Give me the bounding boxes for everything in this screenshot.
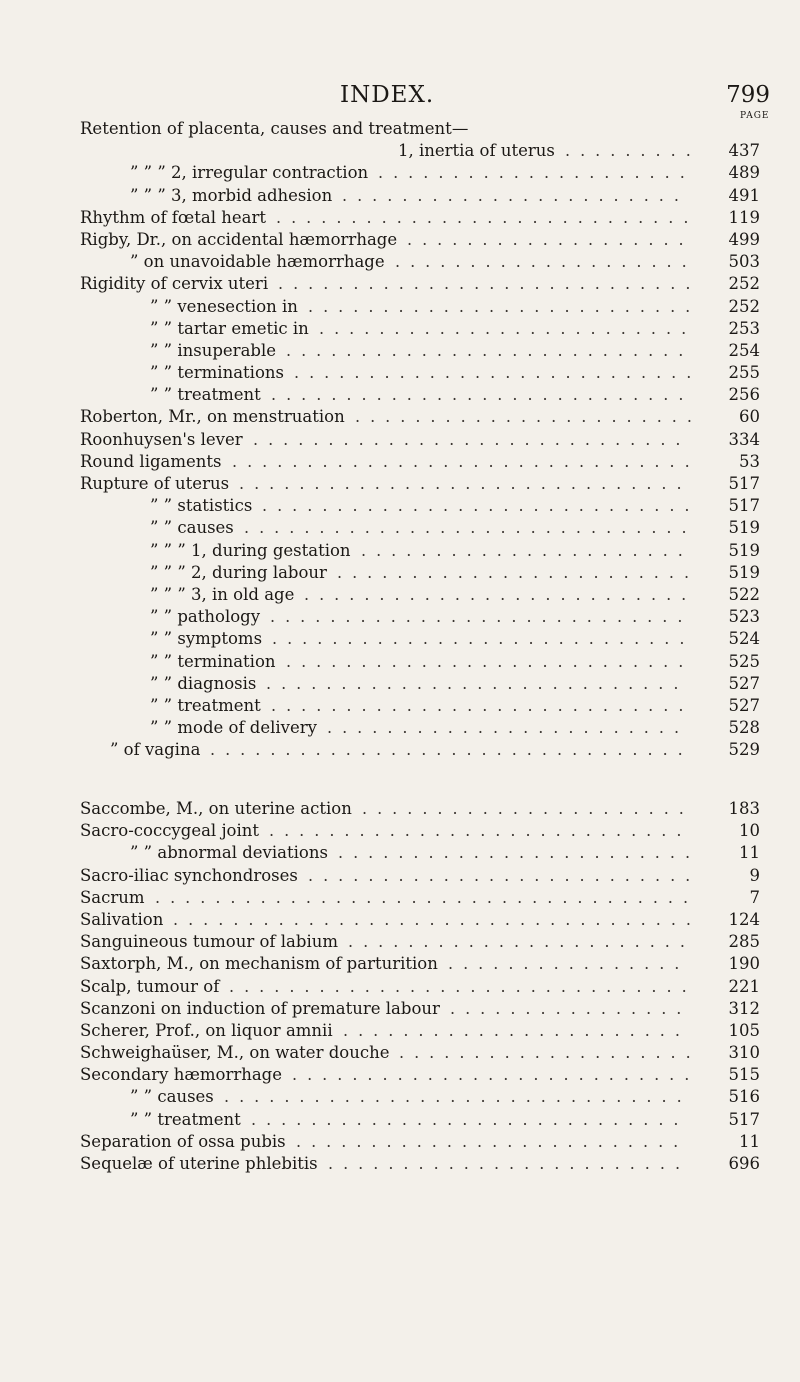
entry-page-number: 491 xyxy=(728,185,760,205)
entry-page-number: 499 xyxy=(728,229,760,249)
leader-dots: ............................ xyxy=(269,821,692,841)
entry-page-number: 221 xyxy=(728,976,760,996)
leader-dots: .......................... xyxy=(308,865,701,885)
entry-page-number: 7 xyxy=(749,887,760,907)
entry-label: ” on unavoidable hæmorrhage xyxy=(130,252,385,272)
leader-dots: .............................. xyxy=(244,518,697,538)
index-entry xyxy=(80,1131,770,1153)
index-entry xyxy=(80,887,770,909)
leader-dots: .......................... xyxy=(308,296,701,316)
index-entry xyxy=(80,1153,770,1175)
index-entry xyxy=(80,584,770,606)
entry-page-number: 253 xyxy=(728,318,760,338)
entry-label: ” ” terminations xyxy=(150,363,284,383)
index-entry xyxy=(80,340,770,362)
index-entry xyxy=(80,495,770,517)
entry-label: ” ” treatment xyxy=(130,1109,241,1129)
leader-dots: ........................... xyxy=(294,363,702,383)
index-entry xyxy=(80,362,770,384)
leader-dots: ............................... xyxy=(232,451,700,471)
entry-page-number: 528 xyxy=(728,718,760,738)
index-entry xyxy=(80,207,770,229)
entry-page-number: 53 xyxy=(739,451,760,471)
leader-dots: .............................. xyxy=(239,474,692,493)
entry-page-number: 252 xyxy=(728,274,760,294)
index-entry xyxy=(80,318,770,340)
leader-dots: ................... xyxy=(407,229,694,249)
entry-page-number: 527 xyxy=(728,695,760,715)
index-entry xyxy=(80,1020,770,1042)
index-entry xyxy=(80,185,770,207)
leader-dots: ......... xyxy=(565,141,701,161)
entry-page-number: 517 xyxy=(728,474,760,493)
leader-dots: ................ xyxy=(450,998,692,1018)
index-entry xyxy=(80,118,770,140)
index-entry xyxy=(80,273,770,295)
entry-label: Sacro-iliac synchondroses xyxy=(80,865,298,885)
entry-page-number: 503 xyxy=(728,252,760,272)
entry-label: ” ” pathology xyxy=(150,607,261,627)
entry-label: 1, inertia of uterus xyxy=(398,141,555,161)
entry-page-number: 519 xyxy=(728,562,760,582)
leader-dots: ....................... xyxy=(343,1020,690,1040)
index-entry xyxy=(80,429,770,451)
entry-label: ” ” treatment xyxy=(150,385,261,405)
leader-dots: ................ xyxy=(448,954,690,974)
index-entry xyxy=(80,820,770,842)
index-entry xyxy=(80,695,770,717)
entry-page-number: 515 xyxy=(728,1065,760,1085)
entry-label: ” of vagina xyxy=(110,740,201,760)
entry-label: Saxtorph, M., on mechanism of parturition xyxy=(80,954,438,974)
index-entry xyxy=(80,140,770,162)
entry-label: ” ” statistics xyxy=(150,496,253,516)
index-entry xyxy=(80,865,770,887)
page-header xyxy=(340,82,780,108)
entry-page-number: 254 xyxy=(728,340,760,360)
entry-page-number: 334 xyxy=(728,429,760,449)
index-entry xyxy=(80,1064,770,1086)
entry-page-number: 190 xyxy=(728,954,760,974)
index-entry xyxy=(80,1042,770,1064)
entry-page-number: 9 xyxy=(749,865,760,885)
entry-label: ” ” termination xyxy=(150,651,276,671)
index-entry xyxy=(80,1109,770,1131)
index-entry xyxy=(80,473,770,495)
index-entry xyxy=(80,517,770,539)
entry-label: ” ” tartar emetic in xyxy=(150,318,309,338)
entry-label: ” ” venesection in xyxy=(150,296,298,316)
entry-label: Secondary hæmorrhage xyxy=(80,1065,283,1085)
index-entry xyxy=(80,251,770,273)
entry-page-number: 255 xyxy=(728,363,760,383)
leader-dots: ........................... xyxy=(286,340,694,360)
entry-label: ” ” mode of delivery xyxy=(150,718,317,738)
entry-label: ” ” ” 3, in old age xyxy=(150,584,295,604)
index-entry xyxy=(80,842,770,864)
leader-dots: ............................... xyxy=(224,1087,692,1107)
entry-label: ” ” causes xyxy=(150,518,234,538)
index-entry xyxy=(80,540,770,562)
leader-dots: ....................... xyxy=(348,932,695,952)
entry-page-number: 11 xyxy=(739,843,760,863)
leader-dots: ....................... xyxy=(342,185,689,205)
index-entry xyxy=(80,384,770,406)
leader-dots: .......................... xyxy=(296,1131,689,1151)
entry-label: Separation of ossa pubis xyxy=(80,1131,286,1151)
index-entry xyxy=(80,651,770,673)
index-section-s xyxy=(80,798,770,1175)
entry-page-number: 523 xyxy=(728,607,760,627)
index-entry xyxy=(80,628,770,650)
entry-label: Rigidity of cervix uteri xyxy=(80,274,269,294)
entry-label: Sacro-coccygeal joint xyxy=(80,821,260,841)
entry-page-number: 256 xyxy=(728,385,760,405)
entry-label: Roberton, Mr., on menstruation xyxy=(80,407,345,427)
entry-page-number: 519 xyxy=(728,540,760,560)
index-entry xyxy=(80,931,770,953)
index-entry xyxy=(80,451,770,473)
index-entry xyxy=(80,976,770,998)
entry-label: Rupture of uterus xyxy=(80,474,230,493)
entry-label: Rhythm of fœtal heart xyxy=(80,207,266,227)
leader-dots: ................................... xyxy=(173,909,702,929)
index-section-r xyxy=(80,118,770,761)
index-entry xyxy=(80,798,770,820)
entry-page-number: 285 xyxy=(728,932,760,952)
entry-label: ” ” ” 2, irregular contraction xyxy=(130,163,369,183)
index-entry xyxy=(80,909,770,931)
entry-label: ” ” causes xyxy=(130,1087,214,1107)
entry-page-number: 527 xyxy=(728,673,760,693)
entry-label: Round ligaments xyxy=(80,451,222,471)
entry-label: ” ” diagnosis xyxy=(150,673,257,693)
index-entry xyxy=(80,296,770,318)
entry-label: Schweighaüser, M., on water douche xyxy=(80,1043,390,1063)
index-entry xyxy=(80,562,770,584)
entry-label: Sanguineous tumour of labium xyxy=(80,932,339,952)
leader-dots: ................................ xyxy=(210,740,693,760)
entry-page-number: 516 xyxy=(728,1087,760,1107)
leader-dots: ............................ xyxy=(272,629,695,649)
entry-label: ” ” treatment xyxy=(150,695,261,715)
leader-dots: ............................. xyxy=(253,429,691,449)
entry-page-number: 489 xyxy=(728,163,760,183)
index-entry xyxy=(80,717,770,739)
index-entry xyxy=(80,229,770,251)
entry-page-number: 60 xyxy=(739,407,760,427)
entry-page-number: 312 xyxy=(728,998,760,1018)
entry-label: ” ” ” 3, morbid adhesion xyxy=(130,185,333,205)
entry-page-number: 529 xyxy=(728,740,760,760)
leader-dots: ............................ xyxy=(276,207,699,227)
entry-page-number: 183 xyxy=(728,799,760,818)
leader-dots: ..................... xyxy=(378,163,695,183)
entry-page-number: 11 xyxy=(739,1131,760,1151)
leader-dots: ........................ xyxy=(328,1154,691,1173)
entry-page-number: 517 xyxy=(728,496,760,516)
index-entry xyxy=(80,1086,770,1108)
leader-dots: ....................... xyxy=(355,407,702,427)
page-number: 799 xyxy=(726,82,770,108)
entry-page-number: 524 xyxy=(728,629,760,649)
entry-label: Retention of placenta, causes and treatment— xyxy=(80,119,469,138)
entry-label: Scanzoni on induction of premature labour xyxy=(80,998,440,1018)
entry-page-number: 310 xyxy=(728,1043,760,1063)
leader-dots: ............................. xyxy=(251,1109,689,1129)
entry-label: Saccombe, M., on uterine action xyxy=(80,799,352,818)
leader-dots: .................................... xyxy=(155,887,699,907)
leader-dots: ........................ xyxy=(338,843,701,863)
index-title: INDEX. xyxy=(340,82,435,108)
leader-dots: ...................... xyxy=(362,799,694,818)
index-entry xyxy=(80,998,770,1020)
leader-dots: ............................... xyxy=(229,976,697,996)
entry-label: Roonhuysen's lever xyxy=(80,429,243,449)
entry-page-number: 696 xyxy=(728,1154,760,1173)
index-entry xyxy=(80,406,770,428)
leader-dots: ........................... xyxy=(292,1065,700,1085)
entry-page-number: 437 xyxy=(728,141,760,161)
entry-label: Scalp, tumour of xyxy=(80,976,220,996)
entry-label: Rigby, Dr., on accidental hæmorrhage xyxy=(80,229,398,249)
entry-label: ” ” ” 2, during labour xyxy=(150,562,327,582)
index-entry xyxy=(80,673,770,695)
entry-page-number: 519 xyxy=(728,518,760,538)
page-column-label: PAGE xyxy=(740,111,770,121)
leader-dots: ........................ xyxy=(337,562,700,582)
entry-label: ” ” insuperable xyxy=(150,340,277,360)
index-entry xyxy=(80,739,770,761)
entry-label: Scherer, Prof., on liquor amnii xyxy=(80,1020,333,1040)
leader-dots: ........................... xyxy=(286,651,694,671)
leader-dots: ............................ xyxy=(270,607,693,627)
leader-dots: ...................... xyxy=(361,540,693,560)
leader-dots: ............................ xyxy=(271,385,694,405)
entry-page-number: 105 xyxy=(728,1020,760,1040)
leader-dots: ......................... xyxy=(319,318,697,338)
entry-label: Sacrum xyxy=(80,887,145,907)
entry-page-number: 522 xyxy=(728,584,760,604)
entry-page-number: 10 xyxy=(739,821,760,841)
entry-label: ” ” ” 1, during gestation xyxy=(150,540,351,560)
leader-dots: .......................... xyxy=(304,584,697,604)
entry-page-number: 252 xyxy=(728,296,760,316)
index-entry xyxy=(80,953,770,975)
entry-page-number: 124 xyxy=(728,909,760,929)
entry-label: ” ” symptoms xyxy=(150,629,263,649)
leader-dots: .................... xyxy=(395,252,697,272)
entry-label: Salivation xyxy=(80,909,164,929)
leader-dots: ............................ xyxy=(271,695,694,715)
leader-dots: ........................ xyxy=(327,718,690,738)
leader-dots: ............................ xyxy=(278,274,701,294)
entry-label: ” ” abnormal deviations xyxy=(130,843,328,863)
leader-dots: ............................ xyxy=(266,673,689,693)
index-entry xyxy=(80,606,770,628)
entry-page-number: 525 xyxy=(728,651,760,671)
entry-page-number: 517 xyxy=(728,1109,760,1129)
leader-dots: ............................. xyxy=(262,496,700,516)
leader-dots: .................... xyxy=(399,1043,701,1063)
entry-label: Sequelæ of uterine phlebitis xyxy=(80,1154,318,1173)
index-entry xyxy=(80,162,770,184)
entry-page-number: 119 xyxy=(728,207,760,227)
